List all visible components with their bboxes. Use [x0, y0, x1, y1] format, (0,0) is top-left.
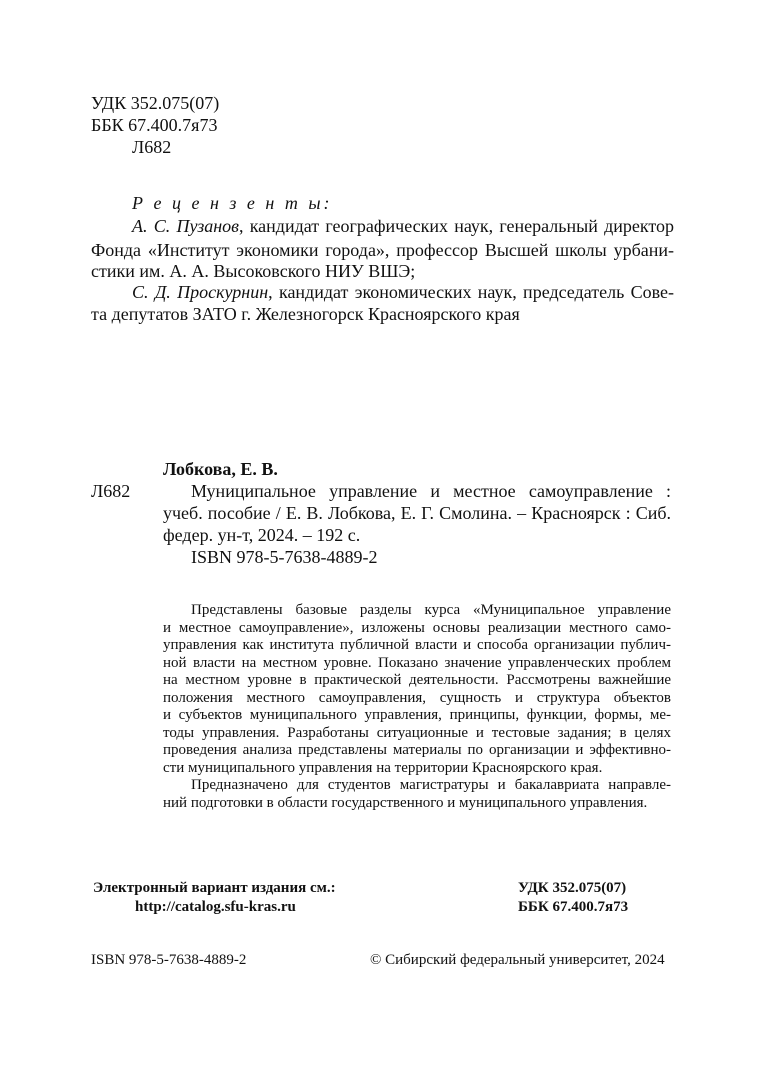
- bib-author: Лобкова, Е. В.: [163, 459, 278, 479]
- abstract-p1-line: управления как института публичной власти и способа организации публич-: [163, 637, 671, 653]
- bib-line-3: федер. ун-т, 2024. – 192 с.: [163, 525, 361, 545]
- bib-line-2: учеб. пособие / Е. В. Лобкова, Е. Г. Смолина. – Красноярск : Сиб.: [163, 503, 671, 523]
- bbk-line: ББК 67.400.7я73: [91, 115, 218, 135]
- abstract-p1-line: сти муниципального управления на территории Красноярского края.: [163, 759, 603, 776]
- abstract-p1-line: и местное самоуправление», изложены основы реализации местного само-: [163, 619, 671, 636]
- reviewer-1-line-2: Фонда «Институт экономики города», профессор Высшей школы урбани-: [91, 240, 674, 260]
- abstract-p1-line: и субъектов муниципального управления, принципы, функции, формы, ме-: [163, 707, 671, 723]
- bib-line-1: Муниципальное управление и местное самоуправление :: [191, 481, 671, 501]
- abstract-p1-line: Представлены базовые разделы курса «Муниципальное управление: [191, 602, 671, 618]
- reviewers-heading: Р е ц е н з е н т ы:: [132, 193, 333, 213]
- copyright: © Сибирский федеральный университет, 2024: [370, 952, 665, 968]
- abstract-p2-line: ний подготовки в области государственного и муниципального управления.: [163, 794, 648, 811]
- reviewer-1-line-1: А. С. Пузанов, кандидат географических наук, генеральный директор: [132, 216, 674, 236]
- abstract-p1-line: проведения анализа представлены материалы по организации и эффективно-: [163, 742, 671, 758]
- abstract-p1-line: положения местного самоуправления, сущность и структура объектов: [163, 689, 671, 706]
- reviewer-1-name: А. С. Пузанов: [132, 216, 239, 236]
- abstract: [163, 602, 671, 812]
- reviewer-2-line-1: С. Д. Проскурнин, кандидат экономических наук, председатель Сове-: [132, 282, 674, 302]
- electronic-version-label: Электронный вариант издания см.:: [93, 880, 336, 896]
- author-sign: Л682: [132, 137, 172, 157]
- udk-line: УДК 352.075(07): [91, 93, 220, 113]
- reviewer-2-line-2: та депутатов ЗАТО г. Железногорск Красноярского края: [91, 304, 520, 324]
- abstract-p1-line: на местном уровне в практической деятельности. Рассмотрены важнейшие: [163, 672, 671, 688]
- abstract-p1-line: ной власти на местном уровне. Показано значение управленческих проблем: [163, 654, 671, 671]
- reviewer-2-name: С. Д. Проскурнин: [132, 282, 269, 302]
- footer-udk: УДК 352.075(07): [518, 880, 627, 896]
- catalog-url[interactable]: http://catalog.sfu-kras.ru: [135, 899, 296, 915]
- bib-sign: Л682: [91, 481, 131, 501]
- abstract-p1-line: тоды управления. Разработаны ситуационные и тестовые задания; в целях: [163, 724, 671, 741]
- reviewer-1-line-3: стики им. А. А. Высоковского НИУ ВШЭ;: [91, 261, 416, 281]
- abstract-p2-line: Предназначено для студентов магистратуры и бакалавриата направле-: [191, 777, 671, 793]
- bib-isbn: ISBN 978-5-7638-4889-2: [191, 547, 378, 567]
- footer-bbk: ББК 67.400.7я73: [518, 899, 629, 915]
- footer-isbn: ISBN 978-5-7638-4889-2: [91, 952, 247, 968]
